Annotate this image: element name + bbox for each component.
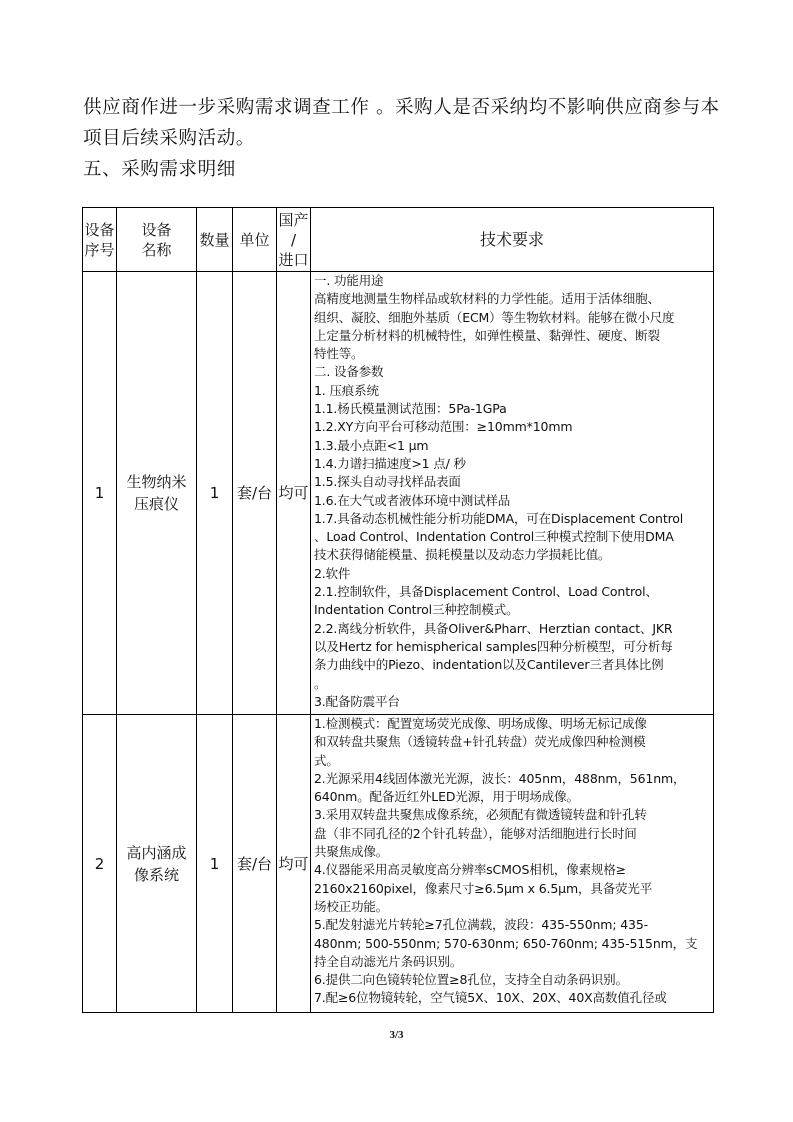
intro-line-1: 供应商作进一步采购需求调查工作 。采购人是否采纳均不影响供应商参与本: [83, 97, 720, 118]
requirements-table: [82, 207, 714, 1013]
header-tech: 技术要求: [311, 208, 714, 272]
row-seq: 2: [83, 715, 117, 1013]
table-row: [83, 715, 714, 1013]
table-header-row: [83, 208, 714, 272]
row-unit: 套/台: [233, 715, 277, 1013]
header-unit: 单位: [233, 208, 277, 272]
intro-line-2: 项目后续采购活动。: [83, 128, 255, 149]
row-seq: 1: [83, 272, 117, 715]
row-name: 高内涵成 像系统: [117, 715, 197, 1013]
row-name: 生物纳米 压痕仪: [117, 272, 197, 715]
row-qty: 1: [197, 715, 233, 1013]
page-number: 3/3: [389, 1029, 404, 1041]
row-tech-requirements: 1.检测模式：配置宽场荧光成像、明场成像、明场无标记成像 和双转盘共聚焦（透镜转盘+针孔转盘）荧光成像四种检测模 式。 2.光源采用4线固体激光光源，波长：405nm，488nm，561nm， 640nm。配备近红外LED光源，用于明场成像。 3.采用双转盘共聚焦成像系统，必须配有微透镜转盘和针孔转 盘（非不同孔径的2个针孔转盘），能够对活细胞进行长时间 共聚焦成像。 4.仪器能采用高灵敏度高分辨率sCMOS相机，像素规格≥ 2160x2160pixel，像素尺寸≥6.5μm x 6.5μm，具备荧光平 场校正功能。 5.配发射滤光片转轮≥7孔位满载，波段：435-550nm; 435- 480nm; 500-550nm; 570-630nm; 650-760nm; 435-515nm，支 持全自动滤光片条码识别。 6.提供二向色镜转轮位置≥8孔位，支持全自动条码识别。 7.配≥6位物镜转轮，空气镜5X、10X、20X、40X高数值孔径或: [311, 715, 714, 1013]
row-tech-requirements: 一. 功能用途 高精度地测量生物样品或软材料的力学性能。适用于活体细胞、 组织、凝胶、细胞外基质（ECM）等生物软材料。能够在微小尺度 上定量分析材料的机械特性，如弹性模量、黏弹性、硬度、断裂 特性等。 二. 设备参数 1. 压痕系统 1.1.杨氏模量测试范围：5Pa-1GPa 1.2.XY方向平台可移动范围：≥10mm*10mm 1.3.最小点距<1 μm 1.4.力谱扫描速度>1 点/ 秒 1.5.探头自动寻找样品表面 1.6.在大气或者液体环境中测试样品 1.7.具备动态机械性能分析功能DMA，可在Displacement Control 、Load Control、Indentation Control三种模式控制下使用DMA 技术获得储能模量、损耗模量以及动态力学损耗比值。 2.软件 2.1.控制软件，具备Displacement Control、Load Control、 Indentation Control三种控制模式。 2.2.离线分析软件，具备Oliver&Pharr、Herztian contact、JKR 以及Hertz for hemispherical samples四种分析模型，可分析每 条力曲线中的Piezo、indentation以及Cantilever三者具体比例 。 3.配备防震平台: [311, 272, 714, 715]
row-origin: 均可: [277, 272, 311, 715]
header-name: 设备 名称: [117, 208, 197, 272]
row-qty: 1: [197, 272, 233, 715]
intro-text: [83, 92, 723, 185]
table-row: [83, 272, 714, 715]
header-origin: 国产 / 进口: [277, 208, 311, 272]
header-qty: 数量: [197, 208, 233, 272]
row-unit: 套/台: [233, 272, 277, 715]
section-heading: 五、采购需求明细: [83, 159, 236, 180]
header-seq: 设备 序号: [83, 208, 117, 272]
row-origin: 均可: [277, 715, 311, 1013]
